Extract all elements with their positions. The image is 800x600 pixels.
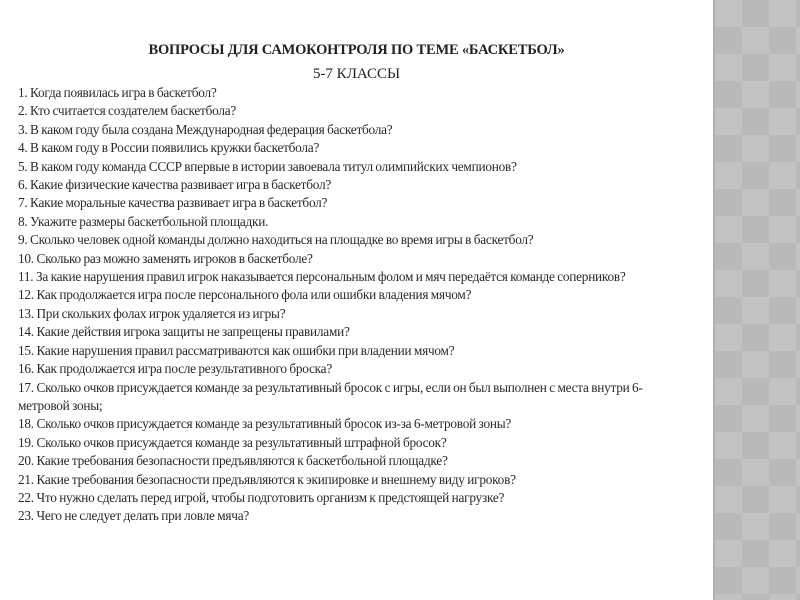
question-item: 1. Когда появилась игра в баскетбол?: [18, 85, 217, 100]
question-item: 8. Укажите размеры баскетбольной площадки.: [18, 213, 269, 229]
slide-title: ВОПРОСЫ ДЛЯ САМОКОНТРОЛЯ ПО ТЕМЕ «БАСКЕТБОЛ»: [148, 42, 565, 58]
question-item: 3. В каком году была создана Международная федерация баскетбола?: [18, 121, 393, 137]
question-item: 11. За какие нарушения правил игрок наказывается персональным фолом и мяч передаётся команде соперников?: [18, 269, 626, 285]
slide-subtitle: 5-7 КЛАССЫ: [312, 66, 401, 82]
question-item: 9. Сколько человек одной команды должно находиться на площадке во время игры в баскетбол?: [18, 232, 534, 248]
question-item: 16. Как продолжается игра после результативного броска?: [18, 361, 332, 377]
question-item: 2. Кто считается создателем баскетбола?: [18, 103, 237, 119]
question-item: 22. Что нужно сделать перед игрой, чтобы подготовить организм к предстоящей нагрузке?: [18, 489, 505, 505]
question-item: 17. Сколько очков присуждается команде за результативный бросок с игры, если он был выполнен с места внутри 6-метровой зоны;: [18, 379, 643, 413]
question-item: 4. В каком году в России появились кружки баскетбола?: [18, 140, 320, 156]
question-item: 20. Какие требования безопасности предъявляются к баскетбольной площадке?: [18, 453, 448, 469]
question-item: 13. При скольких фолах игрок удаляется из игры?: [18, 305, 286, 321]
question-item: 19. Сколько очков присуждается команде за результативный штрафной бросок?: [18, 434, 447, 450]
question-item: 14. Какие действия игрока защиты не запрещены правилами?: [18, 324, 350, 340]
question-item: 5. В каком году команда СССР впервые в истории завоевала титул олимпийских чемпионов?: [18, 158, 517, 174]
question-item: 12. Как продолжается игра после персонального фола или ошибки владения мячом?: [18, 287, 472, 303]
question-item: 18. Сколько очков присуждается команде за результативный бросок из-за 6-метровой зоны?: [18, 416, 512, 432]
question-list: [18, 84, 690, 526]
question-item: 15. Какие нарушения правил рассматриваются как ошибки при владении мячом?: [18, 342, 455, 358]
question-item: 10. Сколько раз можно заменять игроков в баскетболе?: [18, 250, 313, 266]
question-item: 21. Какие требования безопасности предъявляются к экипировке и внешнему виду игроков?: [18, 471, 516, 487]
question-item: 7. Какие моральные качества развивает игра в баскетбол?: [18, 195, 328, 211]
decorative-side-panel: [713, 0, 800, 600]
question-item: 6. Какие физические качества развивает игра в баскетбол?: [18, 177, 331, 193]
question-item: 23. Чего не следует делать при ловле мяча?: [18, 508, 249, 524]
